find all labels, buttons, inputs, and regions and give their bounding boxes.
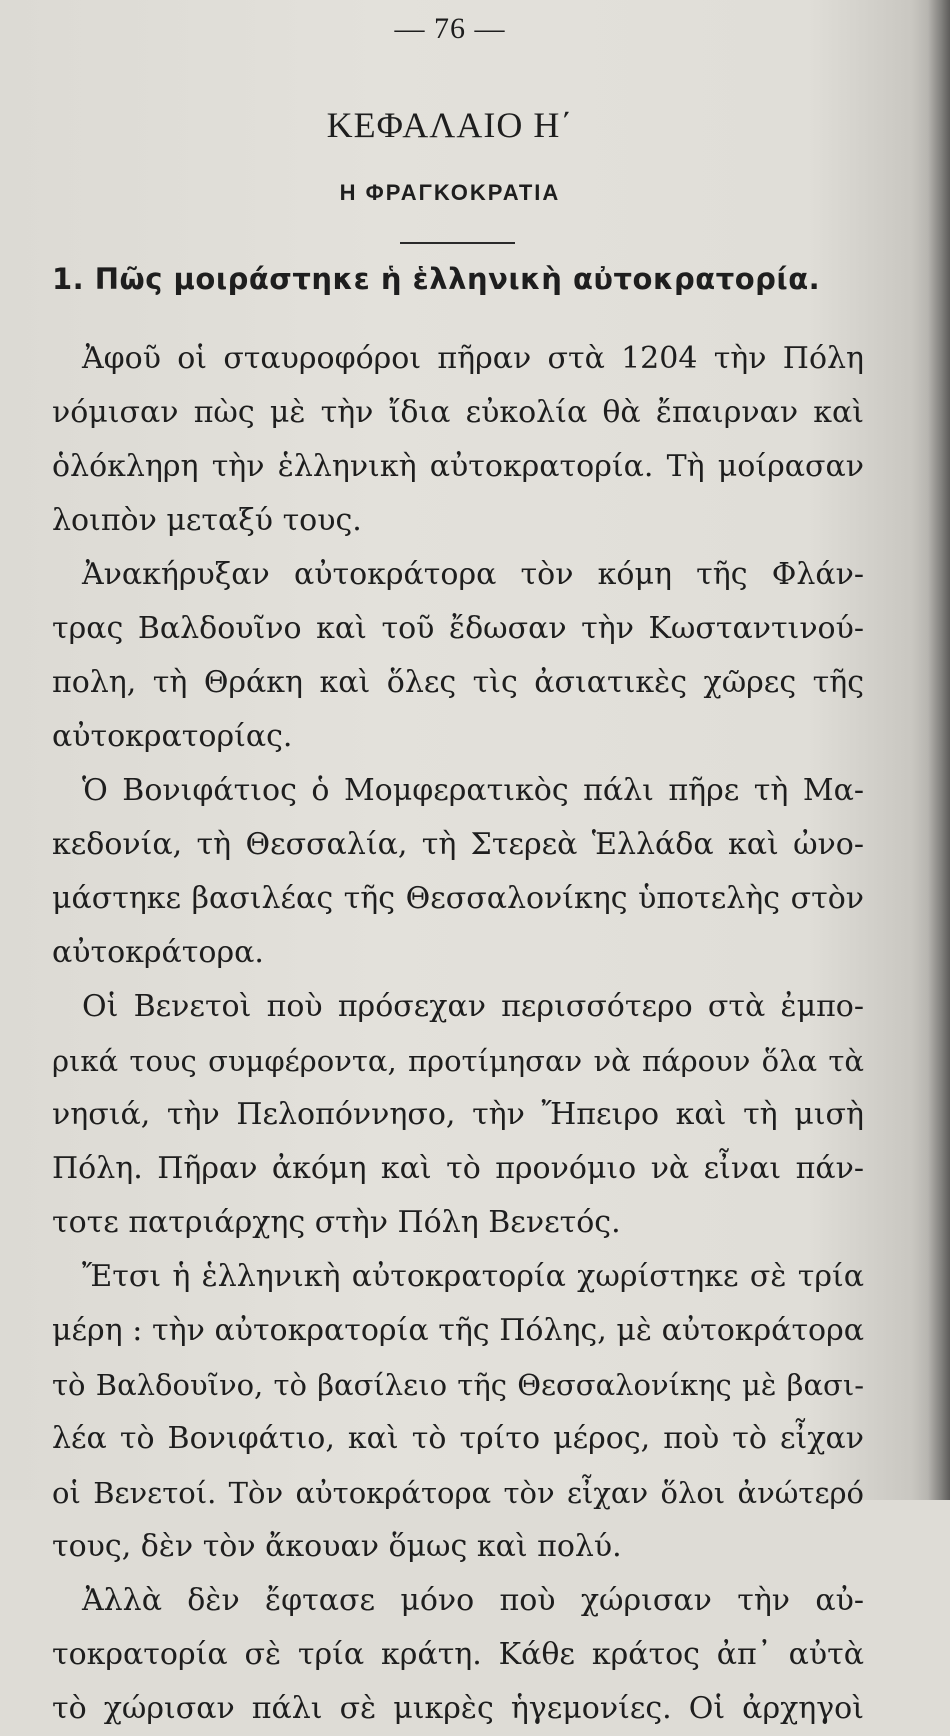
title-divider — [400, 242, 515, 244]
text-line: κεδονία, τὴ Θεσσαλία, τὴ Στερεὰ Ἑλλάδα καὶ ὠνο- — [52, 827, 864, 862]
text-line: τὸ Βαλδουῖνο, τὸ βασίλειο τῆς Θεσσαλονίκης μὲ βασι- — [52, 1368, 864, 1402]
chapter-subtitle: Η ΦΡΑΓΚΟΚΡΑΤΙΑ — [339, 180, 561, 205]
text-line: Ἀλλὰ δὲν ἔφτασε μόνο ποὺ χώρισαν τὴν αὐ- — [82, 1583, 864, 1618]
text-line: λέα τὸ Βονιφάτιο, καὶ τὸ τρίτο μέρος, ποὺ τὸ εἶχαν — [52, 1421, 864, 1456]
text-line: Ἀφοῦ οἱ σταυροφόροι πῆραν στὰ 1204 τὴν Πόλη — [82, 341, 864, 376]
text-line: ὁλόκληρη τὴν ἑλληνικὴ αὐτοκρατορία. Τὴ μοίρασαν — [52, 449, 864, 484]
text-line: μάστηκε βασιλέας τῆς Θεσσαλονίκης ὑποτελὴς στὸν — [52, 881, 864, 916]
text-line: οἱ Βενετοί. Τὸν αὐτοκράτορα τὸν εἶχαν ὅλοι ἀνώτερό — [52, 1476, 864, 1510]
text-line: νησιά, τὴν Πελοπόννησο, τὴν Ἤπειρο καὶ τὴ μισὴ — [52, 1097, 864, 1132]
text-line: τὸ χώρισαν πάλι σὲ μικρὲς ἡγεμονίες. Οἱ ἀρχηγοὶ — [52, 1691, 864, 1726]
text-line: Οἱ Βενετοὶ ποὺ πρόσεχαν περισσότερο στὰ ἐμπο- — [82, 989, 864, 1024]
text-line: τοκρατορία σὲ τρία κράτη. Κάθε κράτος ἀπ᾿ αὐτὰ — [52, 1637, 864, 1672]
text-line: αὐτοκρατορίας. — [52, 719, 293, 754]
text-line: Ἔτσι ἡ ἑλληνικὴ αὐτοκρατορία χωρίστηκε σὲ τρία — [82, 1259, 864, 1294]
text-line: λοιπὸν μεταξύ τους. — [52, 503, 362, 538]
text-line: μέρη : τὴν αὐτοκρατορία τῆς Πόλης, μὲ αὐτοκράτορα — [52, 1313, 864, 1348]
text-line: τρας Βαλδουῖνο καὶ τοῦ ἔδωσαν τὴν Κωσταντινού- — [52, 611, 864, 646]
chapter-title: ΚΕΦΑΛΑΙΟ Η΄ — [326, 105, 574, 145]
text-line: νόμισαν πὼς μὲ τὴν ἴδια εὐκολία θὰ ἔπαιρναν καὶ — [52, 395, 864, 430]
text-line: αὐτοκράτορα. — [52, 935, 264, 970]
page-number: — 76 — — [394, 12, 506, 45]
text-line: Πόλη. Πῆραν ἀκόμη καὶ τὸ προνόμιο νὰ εἶναι πάν- — [52, 1151, 864, 1186]
text-line: ρικά τους συμφέροντα, προτίμησαν νὰ πάρουν ὅλα τὰ — [52, 1044, 864, 1078]
body-text — [52, 332, 864, 1736]
section-heading: 1. Πῶς μοιράστηκε ἡ ἑλληνικὴ αὐτοκρατορία. — [52, 262, 821, 296]
text-line: πολη, τὴ Θράκη καὶ ὅλες τὶς ἀσιατικὲς χῶρες τῆς — [52, 665, 864, 700]
text-line: Ἀνακήρυξαν αὐτοκράτορα τὸν κόμη τῆς Φλάν- — [82, 557, 864, 592]
text-line: τους, δὲν τὸν ἄκουαν ὅμως καὶ πολύ. — [52, 1529, 622, 1564]
text-line: τοτε πατριάρχης στὴν Πόλη Βενετός. — [52, 1205, 621, 1240]
text-line: Ὁ Βονιφάτιος ὁ Μομφερατικὸς πάλι πῆρε τὴ Μα- — [82, 773, 864, 808]
page-edge-shadow — [928, 0, 950, 1500]
